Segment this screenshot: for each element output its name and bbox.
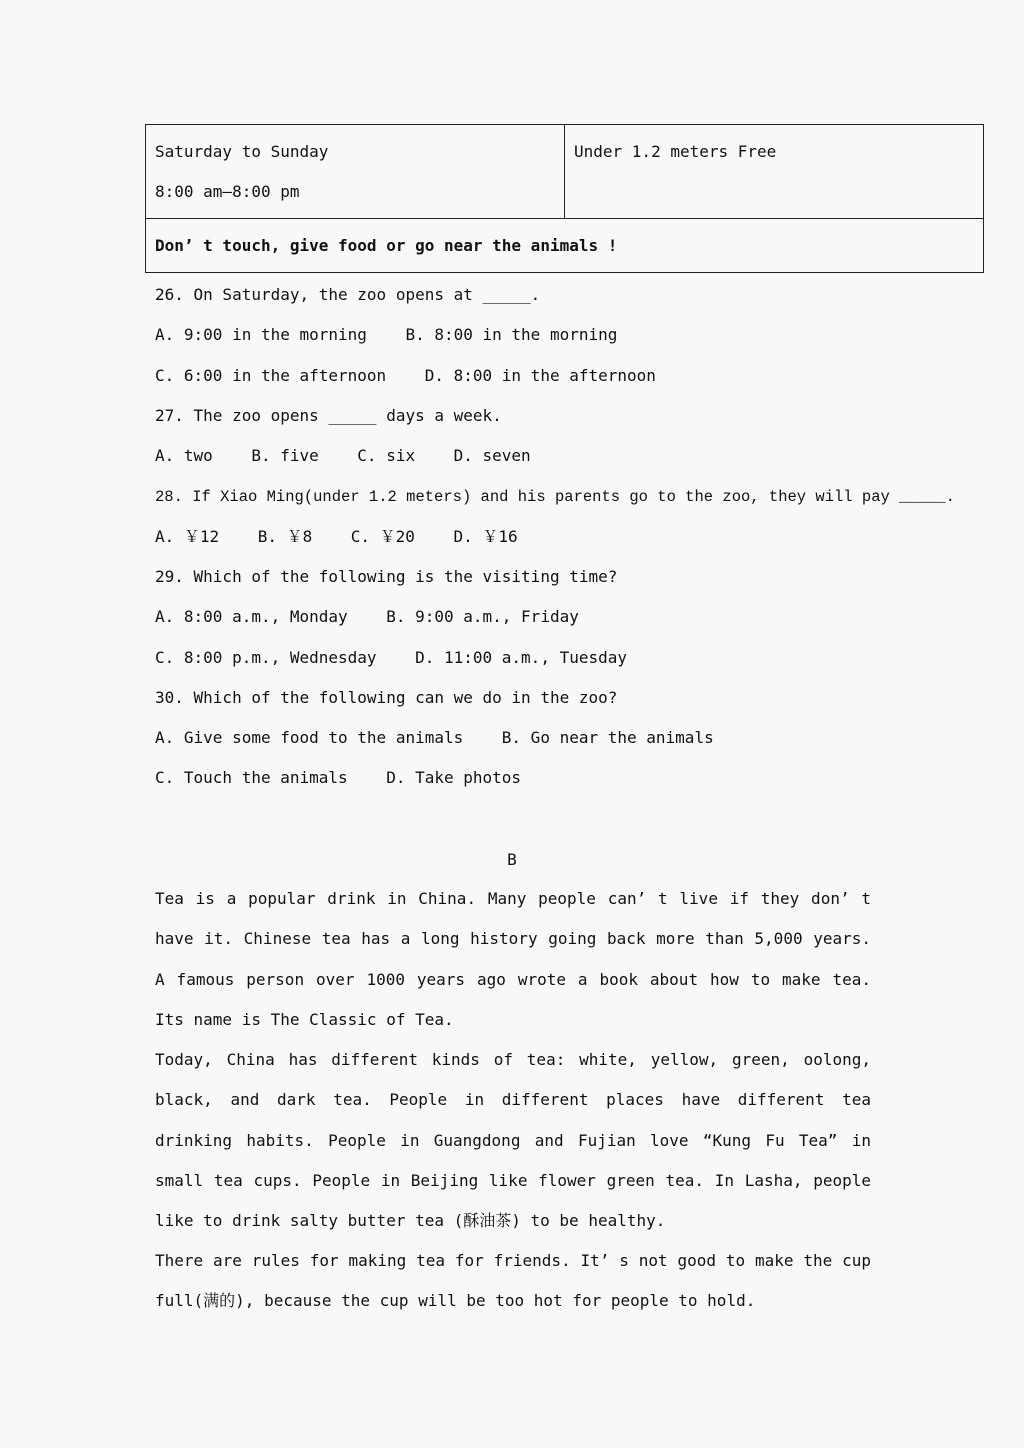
ticket-price: Under 1.2 meters Free xyxy=(574,142,777,161)
question-30-options-cd: C. Touch the animals D. Take photos xyxy=(155,768,522,787)
ticket-price-cell xyxy=(565,125,984,219)
opening-hours-cell xyxy=(146,125,565,219)
question-26-stem: 26. On Saturday, the zoo opens at _____. xyxy=(155,285,541,304)
warning-cell xyxy=(146,219,984,273)
warning-text: Don’ t touch, give food or go near the animals ! xyxy=(155,236,618,255)
question-28-options: A. ￥12 B. ￥8 C. ￥20 D. ￥16 xyxy=(155,527,518,546)
opening-time: 8:00 am—8:00 pm xyxy=(155,182,300,201)
passage-paragraph-1: Tea is a popular drink in China. Many people can’ t live if they don’ t have it. Chinese tea has a long history going back more than 5,000 years. A famous person over 1000 years ago wrote a book about how to make tea. Its name is The Classic of Tea. xyxy=(155,889,871,1029)
question-27-stem: 27. The zoo opens _____ days a week. xyxy=(155,406,502,425)
zoo-info-table xyxy=(145,124,984,273)
question-30-stem: 30. Which of the following can we do in the zoo? xyxy=(155,688,618,707)
question-29-options-ab: A. 8:00 a.m., Monday B. 9:00 a.m., Friday xyxy=(155,607,579,626)
question-29-stem: 29. Which of the following is the visiting time? xyxy=(155,567,618,586)
question-30-options-ab: A. Give some food to the animals B. Go near the animals xyxy=(155,728,714,747)
question-27-options: A. two B. five C. six D. seven xyxy=(155,446,531,465)
question-26-options-ab: A. 9:00 in the morning B. 8:00 in the morning xyxy=(155,325,618,344)
passage-paragraph-3: There are rules for making tea for friends. It’ s not good to make the cup full(满的), because the cup will be too hot for people to hold. xyxy=(155,1251,871,1311)
section-b-heading: B xyxy=(507,850,517,869)
question-26-options-cd: C. 6:00 in the afternoon D. 8:00 in the afternoon xyxy=(155,366,656,385)
question-28-stem: 28. If Xiao Ming(under 1.2 meters) and his parents go to the zoo, they will pay _____. xyxy=(155,488,955,506)
opening-days: Saturday to Sunday xyxy=(155,142,329,161)
passage-paragraph-2: Today, China has different kinds of tea: white, yellow, green, oolong, black, and dark tea. People in different places have different tea drinking habits. People in Guangdong and Fujian love “Kung Fu Tea” in small tea cups. People in Beijing like flower green tea. In Lasha, people like to drink salty butter tea (酥油茶) to be healthy. xyxy=(155,1050,871,1230)
question-29-options-cd: C. 8:00 p.m., Wednesday D. 11:00 a.m., Tuesday xyxy=(155,648,628,667)
